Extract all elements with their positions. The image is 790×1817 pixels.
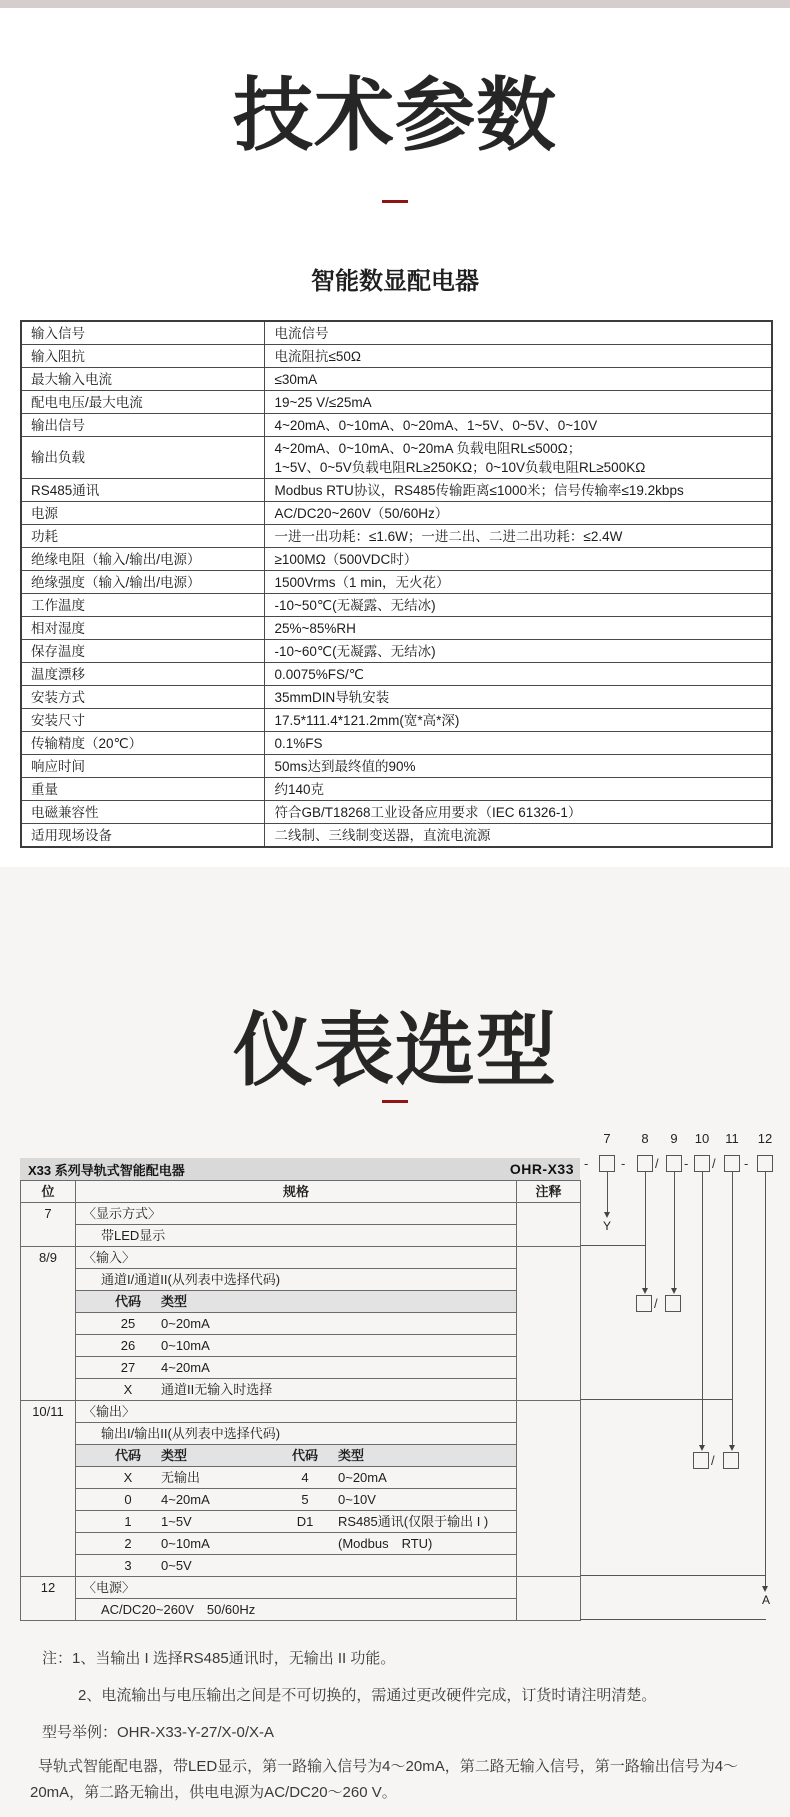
- input-code: 25: [120, 1316, 136, 1331]
- slash-separator: /: [654, 1296, 658, 1311]
- drop-line-7: [607, 1172, 608, 1212]
- code-row: [21, 1335, 581, 1357]
- spec-row: [21, 525, 772, 548]
- spec-value-line1: 一进一出功耗：≤1.6W；一进二出、二进二出功耗：≤2.4W: [274, 528, 623, 544]
- spec-value: [264, 479, 772, 502]
- table-row: [21, 1445, 581, 1467]
- model-code-label: OHR-X33: [509, 1161, 574, 1177]
- spec-value-line1: 1500Vrms（1 min，无火花）: [274, 574, 450, 590]
- table-row: [21, 1401, 581, 1423]
- code-box-10: [694, 1155, 710, 1172]
- red-divider-dash: [382, 200, 408, 203]
- spec-value-line1: 0.0075%FS/℃: [274, 666, 364, 682]
- input-type: 4~20mA: [161, 1360, 210, 1375]
- spec-row: [21, 617, 772, 640]
- output-type: 1~5V: [161, 1514, 192, 1529]
- table-row: [21, 1269, 581, 1291]
- note-cell: [517, 1247, 581, 1401]
- note-2: 2、电流输出与电压输出之间是不可切换的，需通过更改硬件完成，订货时请注明清楚。: [78, 1687, 657, 1704]
- power-code-letter: A: [761, 1593, 770, 1607]
- spec-row: [21, 778, 772, 801]
- spec-row: [21, 437, 772, 479]
- code-header: 代码: [114, 1294, 141, 1309]
- spec-label: 传输精度（20℃）: [21, 732, 264, 755]
- spec-value: [264, 594, 772, 617]
- spec-row: [21, 755, 772, 778]
- spec-row: [21, 663, 772, 686]
- spec-value: [264, 709, 772, 732]
- spec-value: [264, 548, 772, 571]
- arrow-down-icon: [699, 1445, 705, 1451]
- spec-value-line1: 电流阻抗≤50Ω: [274, 348, 362, 364]
- dash-separator: -: [621, 1156, 626, 1171]
- sub-header: 输出I/输出II(从列表中选择代码): [101, 1426, 281, 1441]
- output-code: 2: [124, 1536, 132, 1551]
- input-code: 26: [120, 1338, 136, 1353]
- connector-line-display: [580, 1245, 646, 1246]
- spec-value-line1: -10~60℃(无凝露、无结冰): [274, 643, 436, 659]
- code-row: [21, 1489, 581, 1511]
- output-code: 0: [124, 1492, 132, 1507]
- spec-value-line2: 1~5V、0~5V负载电阻RL≥250KΩ；0~10V负载电阻RL≥500KΩ: [274, 459, 646, 475]
- spec-label: 响应时间: [21, 755, 264, 778]
- spec-table-subtitle: 智能数显配电器: [311, 268, 479, 295]
- spec-row: [21, 479, 772, 502]
- pos-cell-8-9: 8/9: [21, 1247, 76, 1401]
- input-type: 0~20mA: [161, 1316, 210, 1331]
- arrow-down-icon: [671, 1288, 677, 1294]
- connector-line-input: [580, 1399, 733, 1400]
- spec-label: 绝缘电阻（输入/输出/电源）: [21, 548, 264, 571]
- pos-cell-7: 7: [21, 1203, 76, 1247]
- spec-label: 最大输入电流: [21, 368, 264, 391]
- spec-cell: [76, 1225, 517, 1247]
- group-header: 〈电源〉: [83, 1580, 136, 1595]
- model-example: 型号举例：OHR-X33-Y-27/X-0/X-A: [42, 1724, 275, 1741]
- code-header: 代码: [291, 1448, 318, 1463]
- output-code: D1: [296, 1514, 314, 1529]
- digit-position-9: 9: [670, 1131, 678, 1146]
- output-code: 1: [124, 1514, 132, 1529]
- spec-value: [264, 732, 772, 755]
- spec-label: 工作温度: [21, 594, 264, 617]
- selection-header-group: [21, 1181, 581, 1203]
- spec-label: 输出信号: [21, 414, 264, 437]
- code-row: [21, 1313, 581, 1335]
- spec-table: [20, 320, 773, 848]
- arrow-down-icon: [604, 1212, 610, 1218]
- output-type: (Modbus RTU): [338, 1536, 433, 1551]
- connector-line-output: [580, 1575, 766, 1576]
- input-code-box-1: [636, 1295, 652, 1312]
- spec-row: [21, 801, 772, 824]
- input-type: 0~10mA: [161, 1338, 210, 1353]
- spec-label: 安装尺寸: [21, 709, 264, 732]
- spec-value-line1: AC/DC20~260V（50/60Hz）: [274, 505, 449, 521]
- dash-separator: -: [584, 1156, 589, 1171]
- code-row: [21, 1357, 581, 1379]
- spec-row: [21, 414, 772, 437]
- table-row: [21, 1423, 581, 1445]
- input-type: 通道II无输入时选择: [161, 1382, 273, 1397]
- spec-value-line1: 19~25 V/≤25mA: [274, 394, 372, 410]
- section-power: [21, 1577, 581, 1621]
- code-box-12: [757, 1155, 773, 1172]
- arrow-down-icon: [729, 1445, 735, 1451]
- spec-value-line1: 17.5*111.4*121.2mm(宽*高*深): [274, 712, 460, 728]
- spec-cell: [76, 1401, 517, 1423]
- spec-value: [264, 502, 772, 525]
- output-code-box-1: [693, 1452, 709, 1469]
- spec-value: [264, 321, 772, 345]
- spec-row: [21, 709, 772, 732]
- drop-line-11: [732, 1172, 733, 1445]
- code-box-7: [599, 1155, 615, 1172]
- slash-separator: /: [712, 1156, 716, 1171]
- model-selection-section: [0, 867, 790, 1817]
- section-output: [21, 1401, 581, 1577]
- digit-position-10: 10: [694, 1131, 710, 1146]
- code-row: [21, 1511, 581, 1533]
- dash-separator: -: [684, 1156, 689, 1171]
- spec-label: RS485通讯: [21, 479, 264, 502]
- spec-label: 温度漂移: [21, 663, 264, 686]
- output-type: 0~20mA: [338, 1470, 387, 1485]
- output-code: X: [123, 1470, 133, 1485]
- table-row: [21, 1225, 581, 1247]
- code-box-11: [724, 1155, 740, 1172]
- spec-value-line1: 电流信号: [274, 325, 329, 341]
- spec-row: [21, 368, 772, 391]
- table-row: [21, 1247, 581, 1269]
- spec-row: [21, 824, 772, 848]
- option-label: AC/DC20~260V 50/60Hz: [101, 1602, 256, 1617]
- option-label: 带LED显示: [101, 1228, 166, 1243]
- dash-separator: -: [744, 1156, 749, 1171]
- digit-position-7: 7: [603, 1131, 611, 1146]
- spec-row: [21, 686, 772, 709]
- column-header-spec: 规格: [76, 1181, 517, 1203]
- spec-cell: [76, 1203, 517, 1225]
- spec-row: [21, 640, 772, 663]
- spec-value: [264, 414, 772, 437]
- spec-label: 功耗: [21, 525, 264, 548]
- note-cell: [517, 1401, 581, 1577]
- spec-value-line1: -10~50℃(无凝露、无结冰): [274, 597, 436, 613]
- model-selection-table: [20, 1180, 581, 1621]
- output-type: 无输出: [161, 1470, 201, 1485]
- top-divider-strip: [0, 0, 790, 8]
- spec-value: [264, 663, 772, 686]
- type-header: 类型: [338, 1448, 365, 1463]
- spec-value: [264, 801, 772, 824]
- spec-label: 电磁兼容性: [21, 801, 264, 824]
- table-row: [21, 1599, 581, 1621]
- red-divider-dash: [382, 1100, 408, 1103]
- spec-label: 绝缘强度（输入/输出/电源）: [21, 571, 264, 594]
- output-code: 5: [301, 1492, 309, 1507]
- spec-label: 输入阻抗: [21, 345, 264, 368]
- spec-value: [264, 345, 772, 368]
- model-description: 导轨式智能配电器，带LED显示，第一路输入信号为4～20mA，第二路无输入信号，第一路输出信号为4～20mA，第二路无输出，供电电源为AC/DC20～260 V。: [30, 1758, 739, 1801]
- spec-cell: [76, 1247, 517, 1269]
- spec-label: 相对湿度: [21, 617, 264, 640]
- code-box-8: [637, 1155, 653, 1172]
- display-code-letter: Y: [602, 1219, 611, 1233]
- pos-cell-10-11: 10/11: [21, 1401, 76, 1577]
- spec-row: [21, 571, 772, 594]
- tech-params-section: [0, 8, 790, 848]
- output-type: 0~10mA: [161, 1536, 210, 1551]
- code-row: [21, 1379, 581, 1401]
- column-header-note: 注释: [517, 1181, 581, 1203]
- code-box-9: [666, 1155, 682, 1172]
- code-row: [21, 1555, 581, 1577]
- digit-position-11: 11: [725, 1131, 739, 1146]
- sub-header: 通道I/通道II(从列表中选择代码): [101, 1272, 281, 1287]
- spec-label: 输出负载: [21, 437, 264, 479]
- spec-value: [264, 391, 772, 414]
- spec-label: 电源: [21, 502, 264, 525]
- spec-value-line1: 约140克: [274, 781, 325, 797]
- spec-cell: [76, 1423, 517, 1445]
- column-header-pos: 位: [21, 1181, 76, 1203]
- spec-value: [264, 686, 772, 709]
- spec-row: [21, 321, 772, 345]
- spec-value-line1: 二线制、三线制变送器，直流电流源: [274, 827, 491, 843]
- arrow-down-icon: [642, 1288, 648, 1294]
- spec-label: 配电电压/最大电流: [21, 391, 264, 414]
- spec-table-body: [21, 321, 772, 847]
- note-1: 注：1、当输出 I 选择RS485通讯时，无输出 II 功能。: [42, 1650, 396, 1667]
- output-type: 0~5V: [161, 1558, 192, 1573]
- digit-position-8: 8: [641, 1131, 649, 1146]
- spec-value-line1: ≥100MΩ（500VDC时）: [274, 551, 418, 567]
- pos-cell-12: 12: [21, 1577, 76, 1621]
- output-code-box-2: [723, 1452, 739, 1469]
- series-title: X33 系列导轨式智能配电器: [28, 1162, 185, 1178]
- spec-value-line1: 符合GB/T18268工业设备应用要求（IEC 61326-1）: [274, 804, 582, 820]
- slash-separator: /: [711, 1453, 715, 1468]
- drop-line-12: [765, 1172, 766, 1586]
- group-header: 〈输入〉: [83, 1250, 136, 1265]
- spec-value: [264, 778, 772, 801]
- spec-cell: [76, 1577, 517, 1599]
- drop-line-8: [645, 1172, 646, 1288]
- code-row: [21, 1467, 581, 1489]
- output-code: 4: [301, 1470, 309, 1485]
- spec-value: [264, 755, 772, 778]
- spec-value-line1: 4~20mA、0~10mA、0~20mA、1~5V、0~5V、0~10V: [274, 417, 598, 433]
- type-header: 类型: [161, 1448, 188, 1463]
- spec-value-line1: 50ms达到最终值的90%: [274, 758, 416, 774]
- arrow-down-icon: [762, 1586, 768, 1592]
- spec-value: [264, 368, 772, 391]
- spec-value-line1: ≤30mA: [274, 371, 318, 387]
- section-input: [21, 1247, 581, 1401]
- output-type: 4~20mA: [161, 1492, 210, 1507]
- spec-value: [264, 525, 772, 548]
- slash-separator: /: [655, 1156, 659, 1171]
- section-title-model-selection: 仪表选型: [233, 1005, 557, 1095]
- table-row: [21, 1577, 581, 1599]
- spec-value-line1: 35mmDIN导轨安装: [274, 689, 390, 705]
- spec-value: [264, 571, 772, 594]
- spec-value-line1: Modbus RTU协议，RS485传输距离≤1000米；信号传输率≤19.2kbps: [274, 482, 684, 498]
- section-display: [21, 1203, 581, 1247]
- spec-label: 输入信号: [21, 321, 264, 345]
- spec-value-line1: 4~20mA、0~10mA、0~20mA 负载电阻RL≤500Ω；: [274, 440, 582, 456]
- code-header: 代码: [114, 1448, 141, 1463]
- group-header: 〈显示方式〉: [83, 1206, 162, 1221]
- output-type: 0~10V: [338, 1492, 376, 1507]
- group-header: 〈输出〉: [83, 1404, 136, 1419]
- input-code-box-2: [665, 1295, 681, 1312]
- table-row: [21, 1291, 581, 1313]
- spec-value-line1: 25%~85%RH: [274, 620, 356, 636]
- input-code: 27: [120, 1360, 136, 1375]
- selection-header-row: [21, 1181, 581, 1203]
- spec-value: [264, 640, 772, 663]
- digit-position-12: 12: [757, 1131, 773, 1146]
- code-header-cell: [76, 1445, 517, 1467]
- spec-value: [264, 824, 772, 848]
- spec-value: [264, 617, 772, 640]
- spec-row: [21, 502, 772, 525]
- spec-label: 保存温度: [21, 640, 264, 663]
- output-code: 3: [124, 1558, 132, 1573]
- spec-label: 适用现场设备: [21, 824, 264, 848]
- spec-label: 安装方式: [21, 686, 264, 709]
- note-cell: [517, 1577, 581, 1621]
- selection-table-title-bar: [20, 1158, 580, 1180]
- spec-row: [21, 345, 772, 368]
- spec-value-line1: 0.1%FS: [274, 735, 323, 751]
- spec-value: [264, 437, 772, 479]
- drop-line-10: [702, 1172, 703, 1445]
- spec-row: [21, 391, 772, 414]
- drop-line-9: [674, 1172, 675, 1288]
- code-header-cell: [76, 1291, 517, 1313]
- spec-cell: [76, 1269, 517, 1291]
- spec-row: [21, 594, 772, 617]
- connector-line-bottom: [580, 1619, 766, 1620]
- note-cell: [517, 1203, 581, 1247]
- spec-row: [21, 548, 772, 571]
- section-title-tech-params: 技术参数: [233, 71, 557, 160]
- type-header: 类型: [161, 1294, 188, 1309]
- table-row: [21, 1203, 581, 1225]
- input-code: X: [123, 1382, 133, 1397]
- output-type: RS485通讯(仅限于输出 I ): [338, 1514, 489, 1529]
- spec-row: [21, 732, 772, 755]
- spec-label: 重量: [21, 778, 264, 801]
- spec-cell: [76, 1599, 517, 1621]
- code-row: [21, 1533, 581, 1555]
